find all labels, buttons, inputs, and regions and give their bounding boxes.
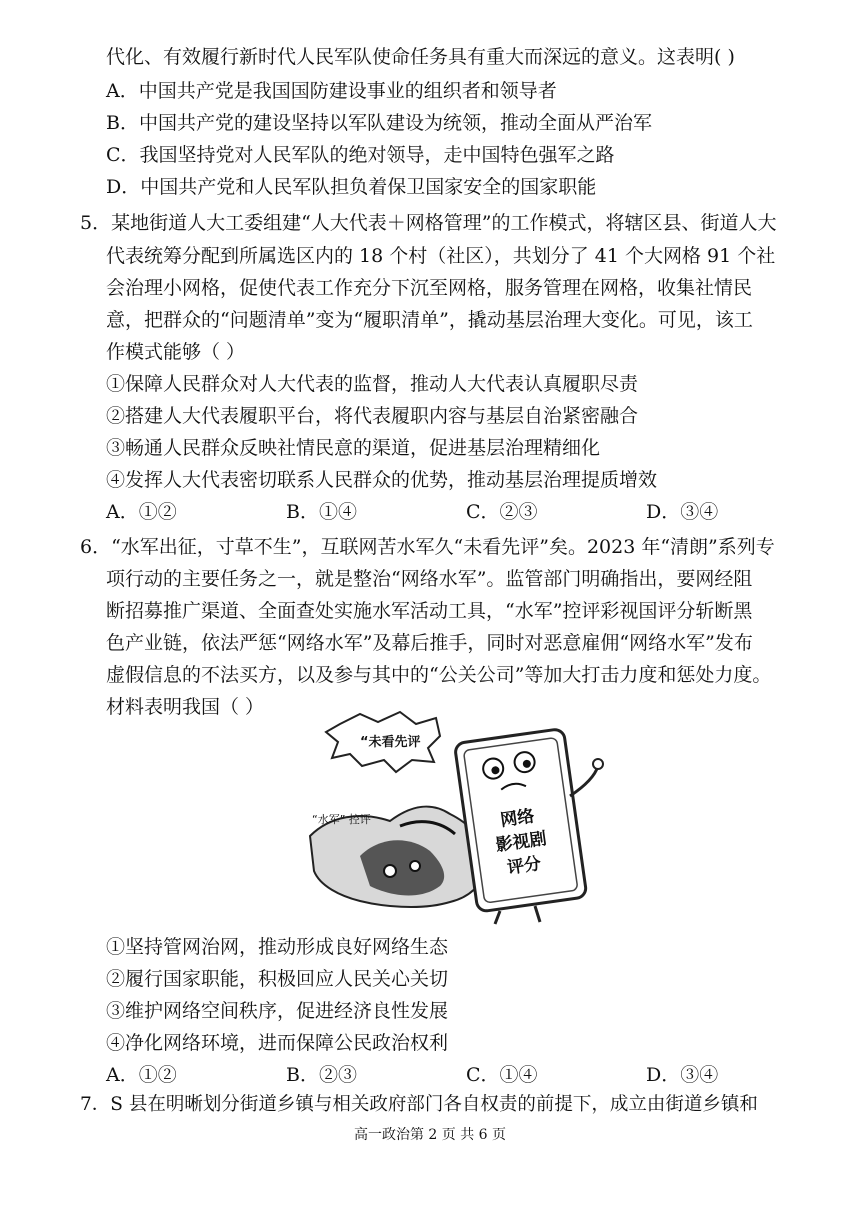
cartoon-book-line: 影视剧: [494, 828, 548, 856]
q5-statement: ③畅通人民群众反映社情民意的渠道，促进基层治理精细化: [106, 437, 601, 459]
q6-stem-line: 色产业链，依法严惩“网络水军”及幕后推手，同时对恶意雇佣“网络水军”发布: [106, 632, 753, 654]
q4-option-d: D．中国共产党和人民军队担负着保卫国家安全的国家职能: [106, 176, 597, 198]
q6-choice-a: A．①②: [106, 1064, 177, 1086]
q6-stem-line: 项行动的主要任务之一，就是整治“网络水军”。监管部门明确指出，要网经阻: [106, 568, 753, 590]
q4-stem-tail: 代化、有效履行新时代人民军队使命任务具有重大而深远的意义。这表明( ): [106, 46, 735, 68]
q6-cartoon: [300, 706, 605, 926]
q5-stem-line: 5．某地街道人大工委组建“人大代表＋网格管理”的工作模式，将辖区县、街道人大: [80, 212, 777, 234]
cartoon-bubble-text: “未看先评: [360, 735, 421, 750]
q6-choices: [0, 1062, 860, 1088]
q6-choice-d: D．③④: [646, 1064, 719, 1086]
q4-option-b: B．中国共产党的建设坚持以军队建设为统领，推动全面从严治军: [106, 112, 652, 134]
q6-statement: ②履行国家职能，积极回应人民关心关切: [106, 968, 449, 990]
cartoon-book: [454, 728, 587, 912]
q6-stem-line: 材料表明我国（ ）: [106, 696, 265, 718]
cartoon-book-line: 网络: [499, 806, 536, 831]
q5-choice-a: A．①②: [106, 501, 177, 523]
page-footer: 高一政治第 2 页 共 6 页: [353, 1127, 507, 1143]
q6-choice-b: B．②③: [286, 1064, 357, 1086]
q5-choice-b: B．①④: [286, 501, 357, 523]
q5-stem-line: 作模式能够（ ）: [106, 341, 246, 363]
q6-choice-c: C．①④: [466, 1064, 538, 1086]
q6-stem-line: 断招募推广渠道、全面查处实施水军活动工具，“水军”控评彩视国评分斩断黑: [106, 600, 753, 622]
cartoon-book-line: 评分: [505, 853, 543, 879]
q5-choices: [0, 499, 860, 525]
q5-statement: ②搭建人大代表履职平台，将代表履职内容与基层自治紧密融合: [106, 405, 639, 427]
q5-stem-line: 代表统筹分配到所属选区内的 18 个村（社区），共划分了 41 个大网格 91 个社: [106, 245, 776, 267]
q6-stem-line: 6．“水军出征，寸草不生”，互联网苦水军久“未看先评”矣。2023 年“清朗”系列专: [80, 536, 775, 558]
q5-choice-c: C．②③: [466, 501, 538, 523]
q6-stem-line: 虚假信息的不法买方，以及参与其中的“公关公司”等加大打击力度和惩处力度。: [106, 664, 772, 686]
q5-stem-line: 意，把群众的“问题清单”变为“履职清单”，撬动基层治理大变化。可见，该工: [106, 309, 753, 331]
q6-statement: ④净化网络环境，进而保障公民政治权利: [106, 1032, 449, 1054]
q5-choice-d: D．③④: [646, 501, 719, 523]
q6-statement: ③维护网络空间秩序，促进经济良性发展: [106, 1000, 449, 1022]
q5-statement: ①保障人民群众对人大代表的监督，推动人大代表认真履职尽责: [106, 373, 639, 395]
q6-statement: ①坚持管网治网，推动形成良好网络生态: [106, 936, 449, 958]
q5-stem-line: 会治理小网格，促使代表工作充分下沉至网格，服务管理在网格，收集社情民: [106, 277, 753, 299]
q7-stem-line: 7．S 县在明晰划分街道乡镇与相关政府部门各自权责的前提下，成立由街道乡镇和: [80, 1094, 758, 1115]
q5-statement: ④发挥人大代表密切联系人民群众的优势，推动基层治理提质增效: [106, 469, 658, 491]
q4-option-c: C．我国坚持党对人民军队的绝对领导，走中国特色强军之路: [106, 144, 615, 166]
q4-option-a: A．中国共产党是我国国防建设事业的组织者和领导者: [106, 80, 557, 102]
cartoon-wave-label: “水军” 控评: [312, 813, 371, 826]
